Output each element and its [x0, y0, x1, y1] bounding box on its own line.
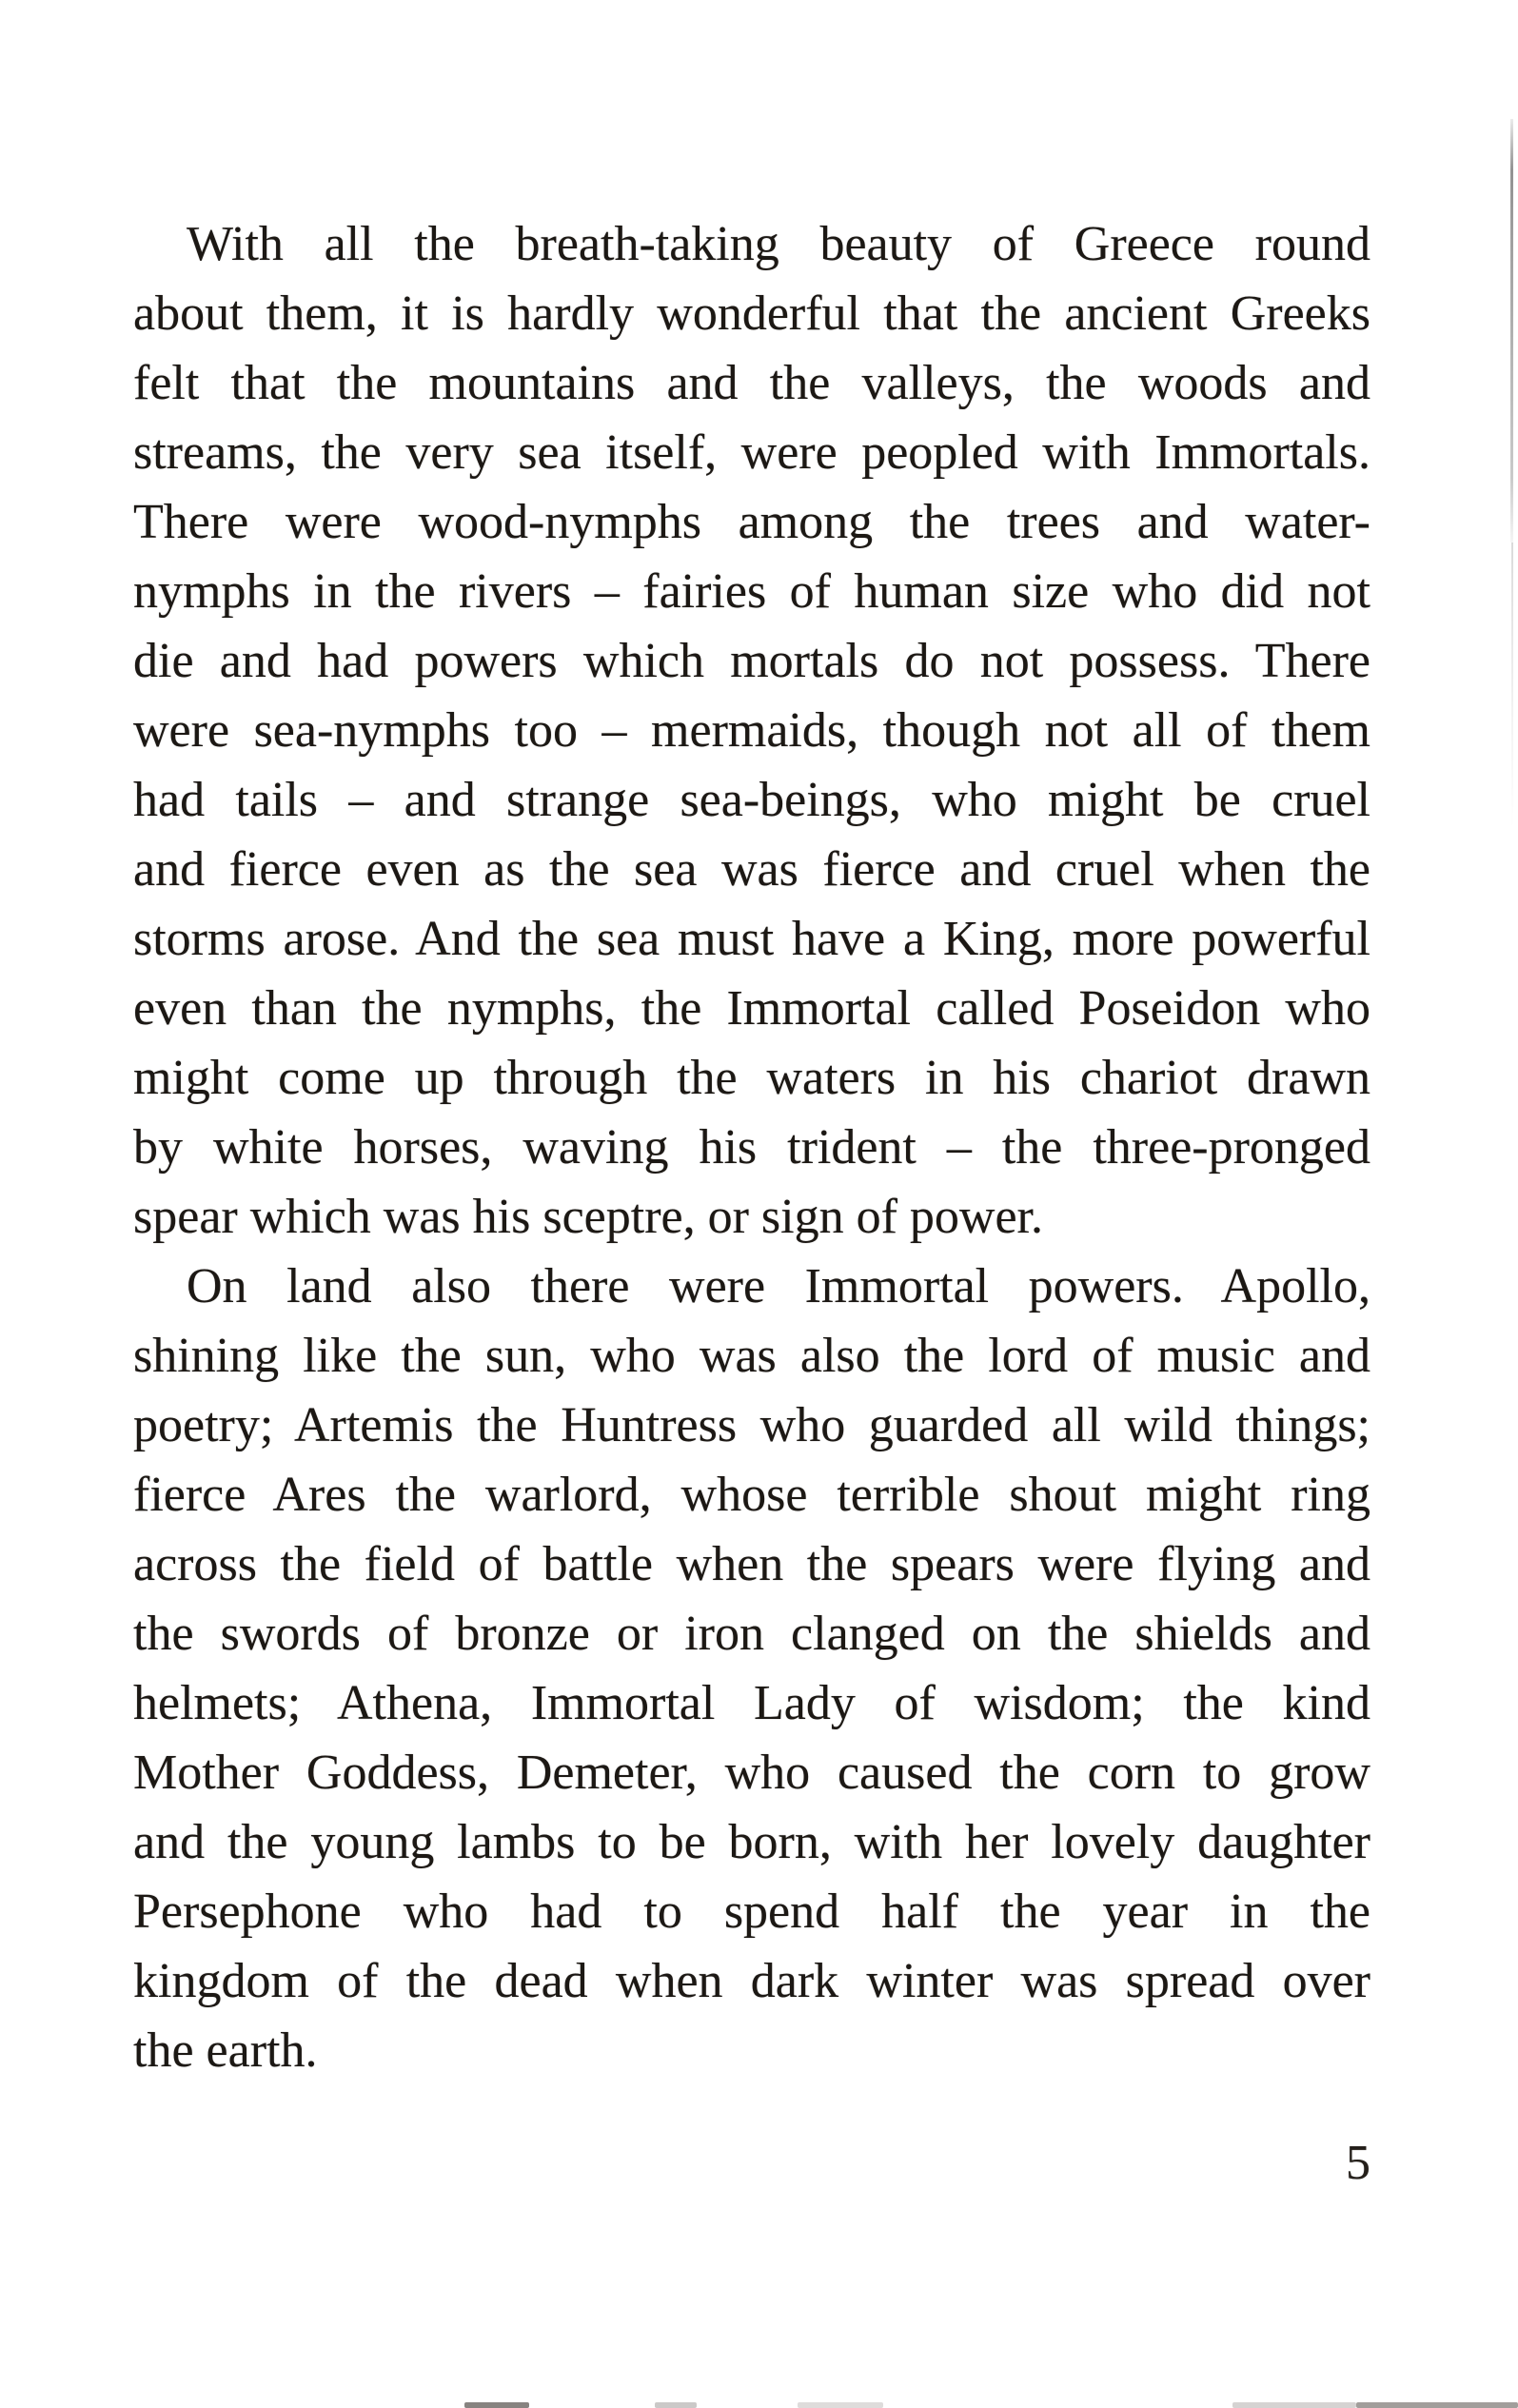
text-line: streams, the very sea itself, were peopled with Immortals. — [133, 425, 1370, 480]
text-line: helmets; Athena, Immortal Lady of wisdom; the kind — [133, 1676, 1370, 1730]
body-text — [133, 209, 1370, 2085]
text-line: nymphs in the rivers – fairies of human size who did not — [133, 564, 1370, 619]
text-line: were sea-nymphs too – mermaids, though not all of them — [133, 703, 1370, 758]
text-line: the earth. — [133, 2023, 318, 2078]
scan-artifact-bottom-smudge — [1232, 2402, 1356, 2408]
text-line: die and had powers which mortals do not possess. There — [133, 634, 1370, 688]
text-line: spear which was his sceptre, or sign of power. — [133, 1190, 1043, 1244]
text-line: had tails – and strange sea-beings, who might be cruel — [133, 773, 1370, 827]
scan-artifact-right-edge-line — [1510, 119, 1513, 543]
text-line: might come up through the waters in his chariot drawn — [133, 1051, 1370, 1105]
text-line: fierce Ares the warlord, whose terrible shout might ring — [133, 1468, 1370, 1522]
text-line: storms arose. And the sea must have a King, more powerful — [133, 912, 1370, 966]
scan-artifact-right-edge-line-faint — [1511, 543, 1513, 828]
text-line: the swords of bronze or iron clanged on the shields and — [133, 1607, 1370, 1661]
text-line: On land also there were Immortal powers. Apollo, — [187, 1259, 1370, 1313]
text-line: and fierce even as the sea was fierce and cruel when the — [133, 842, 1370, 897]
text-line: even than the nymphs, the Immortal called Poseidon who — [133, 981, 1370, 1036]
text-line: felt that the mountains and the valleys, the woods and — [133, 356, 1370, 410]
scan-artifact-bottom-smudge — [1356, 2402, 1518, 2408]
text-line: With all the breath-taking beauty of Greece round — [187, 217, 1370, 271]
text-line: Persephone who had to spend half the year in the — [133, 1885, 1370, 1939]
scan-artifact-bottom-smudge — [655, 2402, 697, 2408]
text-line: shining like the sun, who was also the lord of music and — [133, 1329, 1370, 1383]
text-line: about them, it is hardly wonderful that the ancient Greeks — [133, 286, 1370, 341]
scan-artifact-bottom-smudge — [798, 2402, 883, 2408]
text-line: by white horses, waving his trident – the three-pronged — [133, 1120, 1370, 1174]
scan-artifact-bottom-smudge — [464, 2402, 529, 2408]
text-line: There were wood-nymphs among the trees and water- — [133, 495, 1370, 549]
text-line: kingdom of the dead when dark winter was spread over — [133, 1954, 1370, 2008]
text-line: Mother Goddess, Demeter, who caused the corn to grow — [133, 1746, 1370, 1800]
text-line: across the field of battle when the spears were flying and — [133, 1537, 1370, 1591]
text-line: and the young lambs to be born, with her lovely daughter — [133, 1815, 1370, 1869]
text-line: poetry; Artemis the Huntress who guarded all wild things; — [133, 1398, 1370, 1452]
page-number: 5 — [1346, 2136, 1370, 2190]
